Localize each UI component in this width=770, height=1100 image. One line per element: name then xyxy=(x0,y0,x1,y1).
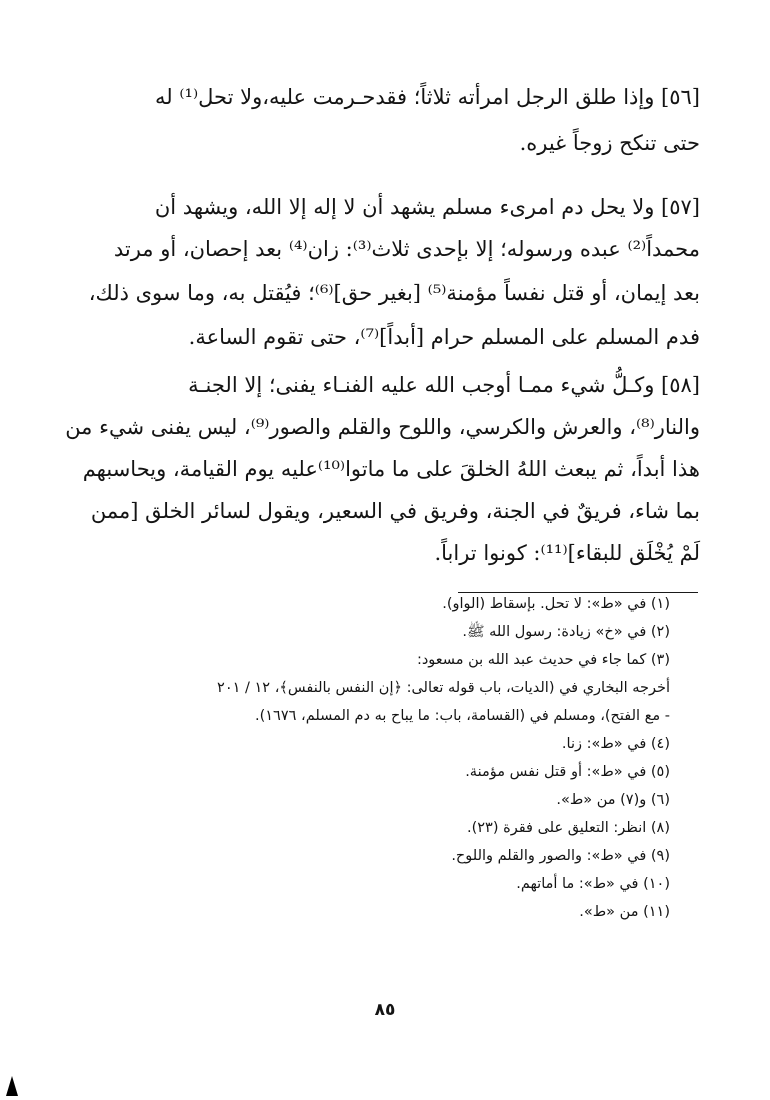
footnote: - مع الفتح)، ومسلم في (القسامة، باب: ما يباح به دم المسلم، ١٦٧٦). xyxy=(254,708,670,724)
main-line: [٥٦] وإذا طلق الرجل امرأته ثلاثاً؛ فقدحـرمت عليه،ولا تحل⁽¹⁾ له xyxy=(155,85,700,109)
main-line: فدم المسلم على المسلم حرام [أبداً]⁽⁷⁾، حتى تقوم الساعة. xyxy=(188,325,700,349)
main-line: حتى تنكح زوجاً غيره. xyxy=(519,131,700,155)
main-line: [٥٧] ولا يحل دم امرىء مسلم يشهد أن لا إله إلا الله، ويشهد أن xyxy=(154,195,700,219)
footnote: (٥) في «ط»: أو قتل نفس مؤمنة. xyxy=(465,764,670,780)
main-line: هذا أبداً، ثم يبعث اللهُ الخلقَ على ما ماتوا⁽¹⁰⁾عليه يوم القيامة، ويحاسبهم xyxy=(82,457,700,481)
footnote: (٢) في «خ» زيادة: رسول الله ﷺ. xyxy=(462,624,670,640)
corner-triangle-mark xyxy=(6,1076,18,1096)
main-line: لَمْ يُخْلَق للبقاء]⁽¹¹⁾: كونوا تراباً. xyxy=(434,541,700,565)
main-line: بما شاء، فريقٌ في الجنة، وفريق في السعير، ويقول لسائر الخلق [ممن xyxy=(90,499,700,523)
main-line: بعد إيمان، أو قتل نفساً مؤمنة⁽⁵⁾ [بغير حق]⁽⁶⁾؛ فيُقتل به، وما سوى ذلك، xyxy=(88,281,700,305)
footnote: أخرجه البخاري في (الديات، باب قوله تعالى: ﴿إن النفس بالنفس﴾، ١٢ / ٢٠١ xyxy=(217,680,670,696)
footnote: (٤) في «ط»: زنا. xyxy=(561,736,670,752)
page-number: ٨٥ xyxy=(374,1000,396,1020)
footnote: (١٠) في «ط»: ما أماتهم. xyxy=(516,876,670,892)
footnote: (٦) و(٧) من «ط». xyxy=(556,792,670,808)
footnote: (٨) انظر: التعليق على فقرة (٢٣). xyxy=(466,820,670,836)
footnote: (٣) كما جاء في حديث عبد الله بن مسعود: xyxy=(416,652,670,668)
main-line: والنار⁽⁸⁾، والعرش والكرسي، واللوح والقلم والصور⁽⁹⁾، ليس يفنى شيء من xyxy=(65,415,700,439)
footnote: (٩) في «ط»: والصور والقلم واللوح. xyxy=(451,848,670,864)
footnote: (١١) من «ط». xyxy=(579,904,670,920)
footnote: (١) في «ط»: لا تحل. بإسقاط (الواو). xyxy=(442,596,670,612)
main-line: محمداً⁽²⁾ عبده ورسوله؛ إلا بإحدى ثلاث⁽³⁾: زان⁽⁴⁾ بعد إحصان، أو مرتد xyxy=(113,237,700,261)
main-line: [٥٨] وكـلُّ شيء ممـا أوجب الله عليه الفنـاء يفنى؛ إلا الجنـة xyxy=(188,373,700,397)
